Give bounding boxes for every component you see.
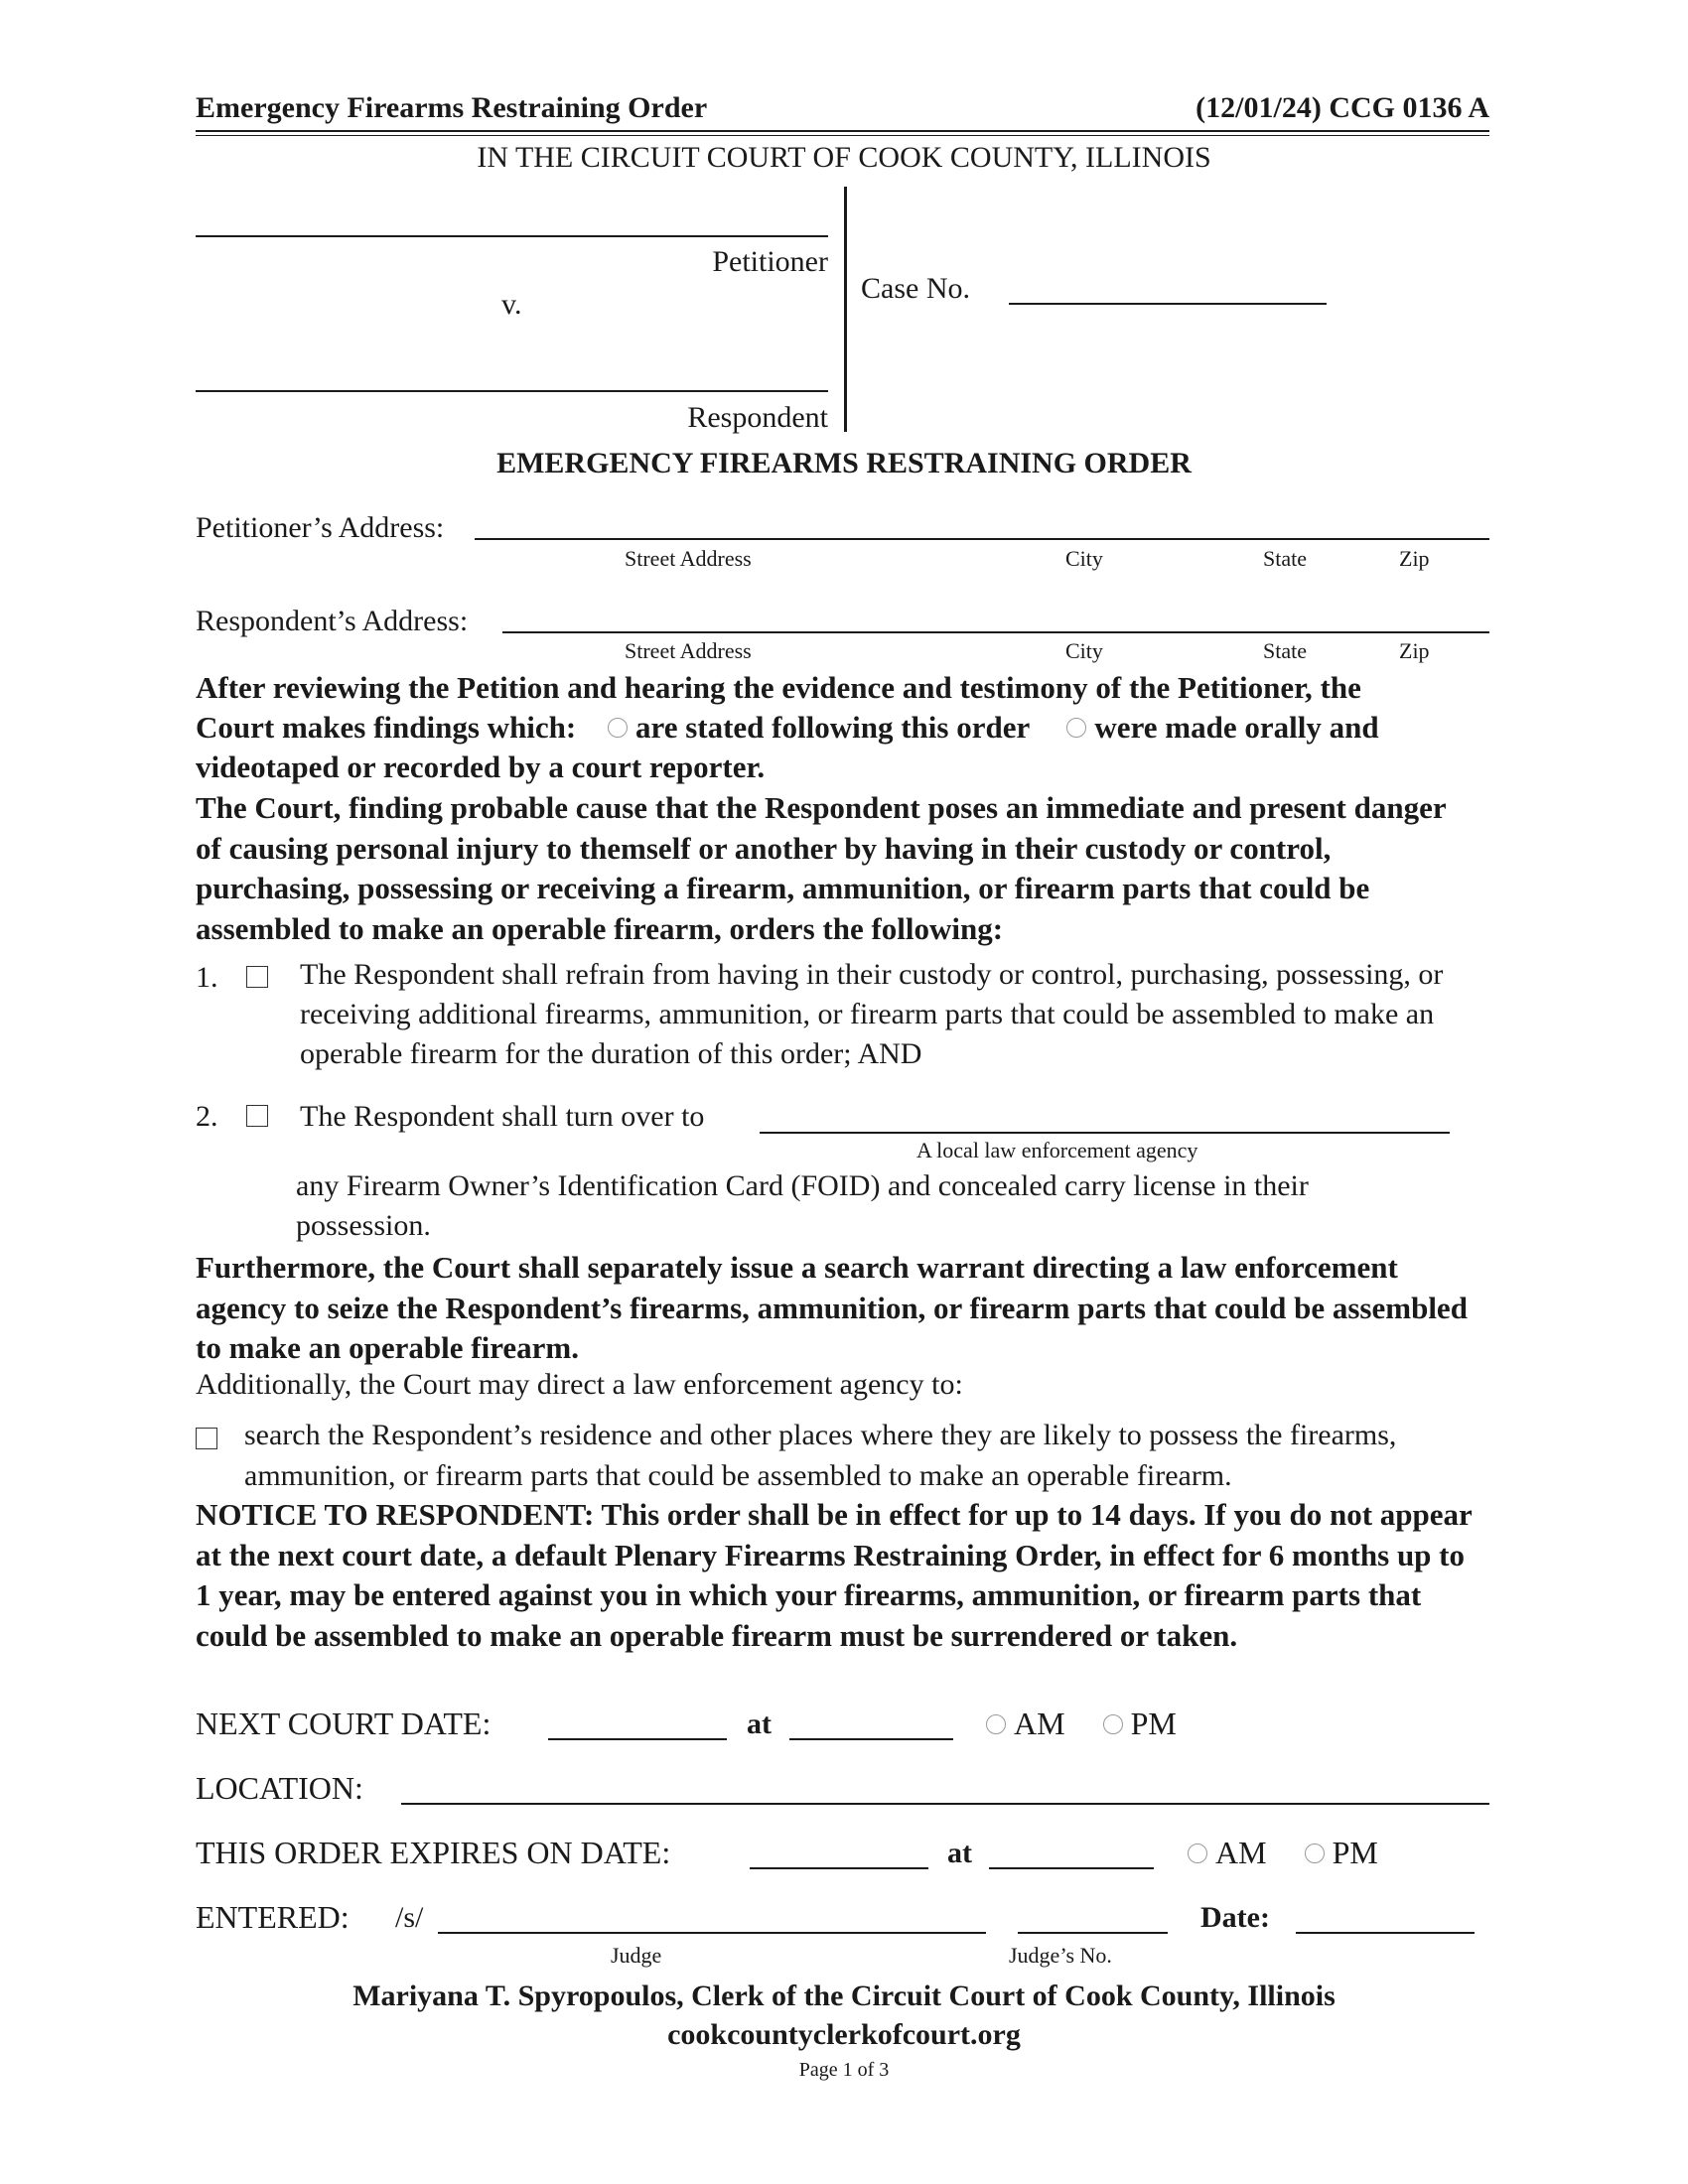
- petitioner-label: Petitioner: [712, 245, 828, 278]
- order-item-1-text: The Respondent shall refrain from having in their custody or control, purchasing, possessing, or receiving additional firearms, ammunition, or firearm parts that could be assembled to make an operable firearm for the duration of this order; AND: [300, 958, 1444, 1070]
- findings-line-3: videotaped or recorded by a court reporter.: [196, 750, 766, 784]
- expires-am-label: AM: [1215, 1835, 1267, 1870]
- respondent-state-caption: State: [1263, 638, 1307, 663]
- petitioner-name-line[interactable]: [196, 235, 828, 237]
- petitioner-zip-caption: Zip: [1399, 546, 1430, 571]
- expires-pm-radio[interactable]: [1305, 1843, 1325, 1863]
- clerk-website[interactable]: cookcountyclerkofcourt.org: [667, 2018, 1021, 2051]
- respondent-address-label: Respondent’s Address:: [196, 605, 469, 637]
- next-court-pm-label: PM: [1130, 1706, 1177, 1741]
- expires-at-label: at: [947, 1837, 972, 1869]
- respondent-name-line[interactable]: [196, 390, 828, 392]
- respondent-city-caption: City: [1065, 638, 1103, 663]
- additionally-text: Additionally, the Court may direct a law enforcement agency to:: [196, 1368, 963, 1401]
- signature-mark: /s/: [395, 1901, 424, 1934]
- next-court-am-label: AM: [1014, 1706, 1065, 1741]
- location-label: LOCATION:: [196, 1770, 363, 1806]
- next-court-ampm: [978, 1706, 1177, 1742]
- law-enforcement-agency-field[interactable]: [760, 1132, 1450, 1134]
- order-item-1-checkbox[interactable]: [246, 966, 268, 988]
- header-rule-bottom: [196, 135, 1489, 136]
- order-item-2-continuation: any Firearm Owner’s Identification Card (FOID) and concealed carry license in their possession.: [296, 1169, 1309, 1242]
- expires-time-field[interactable]: [989, 1867, 1154, 1869]
- expires-pm-label: PM: [1332, 1835, 1378, 1870]
- petitioner-address-field[interactable]: [475, 538, 1489, 540]
- case-no-field[interactable]: [1009, 303, 1327, 305]
- findings-stated-radio[interactable]: [608, 718, 628, 738]
- order-item-2-number: 2.: [196, 1100, 218, 1133]
- date-label: Date:: [1200, 1901, 1270, 1934]
- search-residence-text: search the Respondent’s residence and other places where they are likely to possess the firearms, ammunition, or firearm parts that could be assembled to make an operable firearm.: [244, 1419, 1397, 1492]
- petitioner-address-label: Petitioner’s Address:: [196, 511, 445, 544]
- location-field[interactable]: [401, 1803, 1489, 1805]
- order-title: EMERGENCY FIREARMS RESTRAINING ORDER: [496, 447, 1192, 479]
- findings-oral-label: were made orally and: [1094, 710, 1379, 745]
- judge-number-field[interactable]: [1018, 1932, 1168, 1934]
- judge-caption: Judge: [611, 1943, 662, 1968]
- next-court-date-field[interactable]: [548, 1738, 727, 1740]
- expires-ampm: [1180, 1835, 1378, 1871]
- next-court-pm-radio[interactable]: [1103, 1714, 1123, 1734]
- next-court-am-radio[interactable]: [986, 1714, 1006, 1734]
- header-rule-top: [196, 130, 1489, 132]
- case-no-label: Case No.: [861, 272, 970, 305]
- findings-oral-radio[interactable]: [1066, 718, 1086, 738]
- notice-paragraph: NOTICE TO RESPONDENT: This order shall be in effect for up to 14 days. If you do not appear at the next court date, a default Plenary Firearms Restraining Order, in effect for 6 months up to 1 year, may be entered against you in which your firearms, ammunition, or firearm parts that could be assembled to make an operable firearm must be surrendered or taken.: [196, 1497, 1473, 1653]
- judge-number-caption: Judge’s No.: [1009, 1943, 1112, 1968]
- search-residence-checkbox[interactable]: [196, 1428, 217, 1449]
- respondent-street-caption: Street Address: [625, 638, 752, 663]
- caption-divider: [844, 187, 847, 432]
- respondent-label: Respondent: [687, 401, 828, 434]
- expires-label: THIS ORDER EXPIRES ON DATE:: [196, 1835, 671, 1870]
- petitioner-street-caption: Street Address: [625, 546, 752, 571]
- judge-signature-field[interactable]: [438, 1932, 986, 1934]
- findings-line-2: [196, 710, 1379, 746]
- order-item-2-text: The Respondent shall turn over to: [300, 1100, 705, 1133]
- probable-cause-paragraph: The Court, finding probable cause that the Respondent poses an immediate and present danger of causing personal injury to themself or another by having in their custody or control, purchasing, possessing or receiving a firearm, ammunition, or firearm parts that could be assembled to make an operable firearm, orders the following:: [196, 790, 1447, 946]
- findings-intro: Court makes findings which:: [196, 710, 577, 745]
- petitioner-state-caption: State: [1263, 546, 1307, 571]
- search-warrant-paragraph: Furthermore, the Court shall separately issue a search warrant directing a law enforcement agency to seize the Respondent’s firearms, ammunition, or firearm parts that could be assembled to make an operable firearm.: [196, 1250, 1468, 1365]
- findings-line-1: After reviewing the Petition and hearing the evidence and testimony of the Petitioner, the: [196, 670, 1361, 705]
- next-court-time-field[interactable]: [789, 1738, 953, 1740]
- petitioner-city-caption: City: [1065, 546, 1103, 571]
- findings-stated-label: are stated following this order: [635, 710, 1030, 745]
- respondent-zip-caption: Zip: [1399, 638, 1430, 663]
- clerk-name: Mariyana T. Spyropoulos, Clerk of the Circuit Court of Cook County, Illinois: [352, 1979, 1336, 2012]
- versus-label: v.: [501, 288, 522, 321]
- next-court-at-label: at: [747, 1707, 772, 1740]
- court-name: IN THE CIRCUIT COURT OF COOK COUNTY, ILLINOIS: [477, 141, 1211, 174]
- entered-label: ENTERED:: [196, 1899, 350, 1935]
- page-number: Page 1 of 3: [798, 2059, 890, 2081]
- agency-caption: A local law enforcement agency: [916, 1138, 1198, 1162]
- form-title: Emergency Firearms Restraining Order: [196, 91, 708, 124]
- order-item-1-number: 1.: [196, 961, 218, 994]
- order-item-2-checkbox[interactable]: [246, 1105, 268, 1127]
- expires-date-field[interactable]: [750, 1867, 928, 1869]
- next-court-date-label: NEXT COURT DATE:: [196, 1706, 492, 1741]
- entered-date-field[interactable]: [1296, 1932, 1475, 1934]
- form-code: (12/01/24) CCG 0136 A: [1196, 91, 1489, 124]
- expires-am-radio[interactable]: [1188, 1843, 1207, 1863]
- respondent-address-field[interactable]: [502, 631, 1489, 633]
